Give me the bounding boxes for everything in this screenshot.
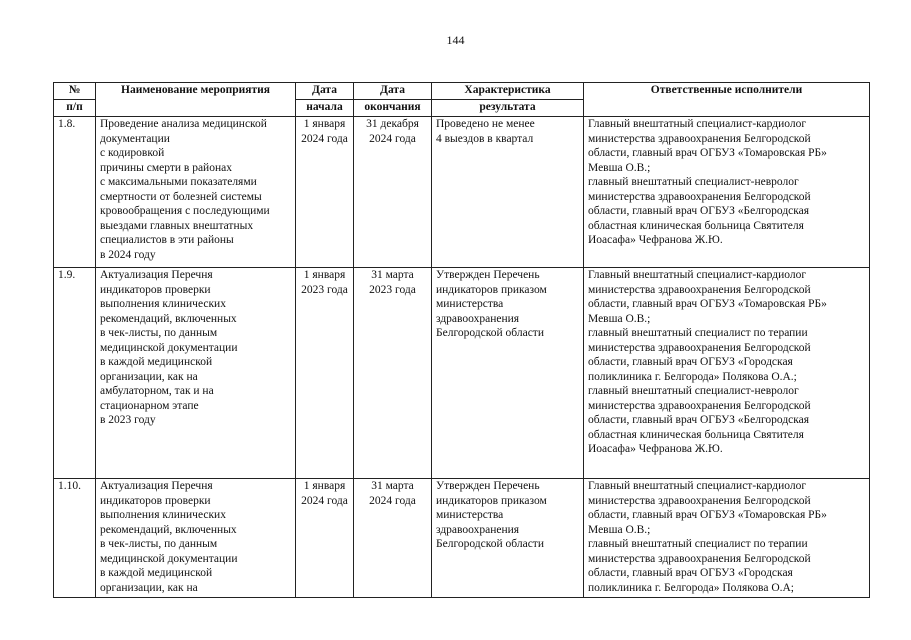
- start-date: 1 января 2023 года: [296, 268, 354, 479]
- row-number: 1.8.: [54, 117, 96, 268]
- result-characteristic: Утвержден Перечень индикаторов приказом министерства здравоохранения Белгородской области: [432, 268, 584, 479]
- result-characteristic: Проведено не менее 4 выездов в квартал: [432, 117, 584, 268]
- table-row: [54, 117, 870, 268]
- table-header: [54, 83, 870, 117]
- responsible-executors: Главный внештатный специалист-кардиолог министерства здравоохранения Белгородской области, главный врач ОГБУЗ «Томаровская РБ» Мевша О.В.; главный внештатный специалист по терапии министерства здравоохранения Белгородской области, главный врач ОГБУЗ «Городская поликлиника г. Белгорода» Полякова О.А;: [584, 479, 870, 598]
- header-start-date-sub: начала: [296, 100, 354, 117]
- start-date: 1 января 2024 года: [296, 479, 354, 598]
- header-start-date: Дата: [296, 83, 354, 100]
- header-end-date: Дата: [354, 83, 432, 100]
- end-date: 31 марта 2023 года: [354, 268, 432, 479]
- table-row: [54, 268, 870, 479]
- measure-name: Актуализация Перечня индикаторов проверки выполнения клинических рекомендаций, включенных в чек-листы, по данным медицинской документации в каждой медицинской организации, как на: [96, 479, 296, 598]
- row-number: 1.10.: [54, 479, 96, 598]
- page-number: 144: [446, 33, 465, 47]
- header-result: Характеристика: [432, 83, 584, 100]
- responsible-executors: Главный внештатный специалист-кардиолог министерства здравоохранения Белгородской области, главный врач ОГБУЗ «Томаровская РБ» Мевша О.В.; главный внештатный специалист-невролог министерства здравоохранения Белгородской области, главный врач ОГБУЗ «Белгородская областная клиническая больница Святителя Иоасафа» Чефранова Ж.Ю.: [584, 117, 870, 268]
- header-num: №: [54, 83, 96, 100]
- result-characteristic: Утвержден Перечень индикаторов приказом министерства здравоохранения Белгородской области: [432, 479, 584, 598]
- row-number: 1.9.: [54, 268, 96, 479]
- header-num-sub: п/п: [54, 100, 96, 117]
- measure-name: Проведение анализа медицинской документации с кодировкой причины смерти в районах с максимальными показателями смертности от болезней системы кровообращения с последующими выездами главных внештатных специалистов в эти районы в 2024 году: [96, 117, 296, 268]
- end-date: 31 марта 2024 года: [354, 479, 432, 598]
- header-name: Наименование мероприятия: [96, 83, 296, 117]
- start-date: 1 января 2024 года: [296, 117, 354, 268]
- end-date: 31 декабря 2024 года: [354, 117, 432, 268]
- responsible-executors: Главный внештатный специалист-кардиолог министерства здравоохранения Белгородской области, главный врач ОГБУЗ «Томаровская РБ» Мевша О.В.; главный внештатный специалист по терапии министерства здравоохранения Белгородской области, главный врач ОГБУЗ «Городская поликлиника г. Белгорода» Полякова О.А.; главный внештатный специалист-невролог министерства здравоохранения Белгородской области, главный врач ОГБУЗ «Белгородская областная клиническая больница Святителя Иоасафа» Чефранова Ж.Ю.: [584, 268, 870, 479]
- table-row: [54, 479, 870, 598]
- header-result-sub: результата: [432, 100, 584, 117]
- measures-table: [53, 82, 870, 598]
- measure-name: Актуализация Перечня индикаторов проверки выполнения клинических рекомендаций, включенных в чек-листы, по данным медицинской документации в каждой медицинской организации, как на амбулаторном, так и на стационарном этапе в 2023 году: [96, 268, 296, 479]
- header-executors: Ответственные исполнители: [584, 83, 870, 117]
- header-end-date-sub: окончания: [354, 100, 432, 117]
